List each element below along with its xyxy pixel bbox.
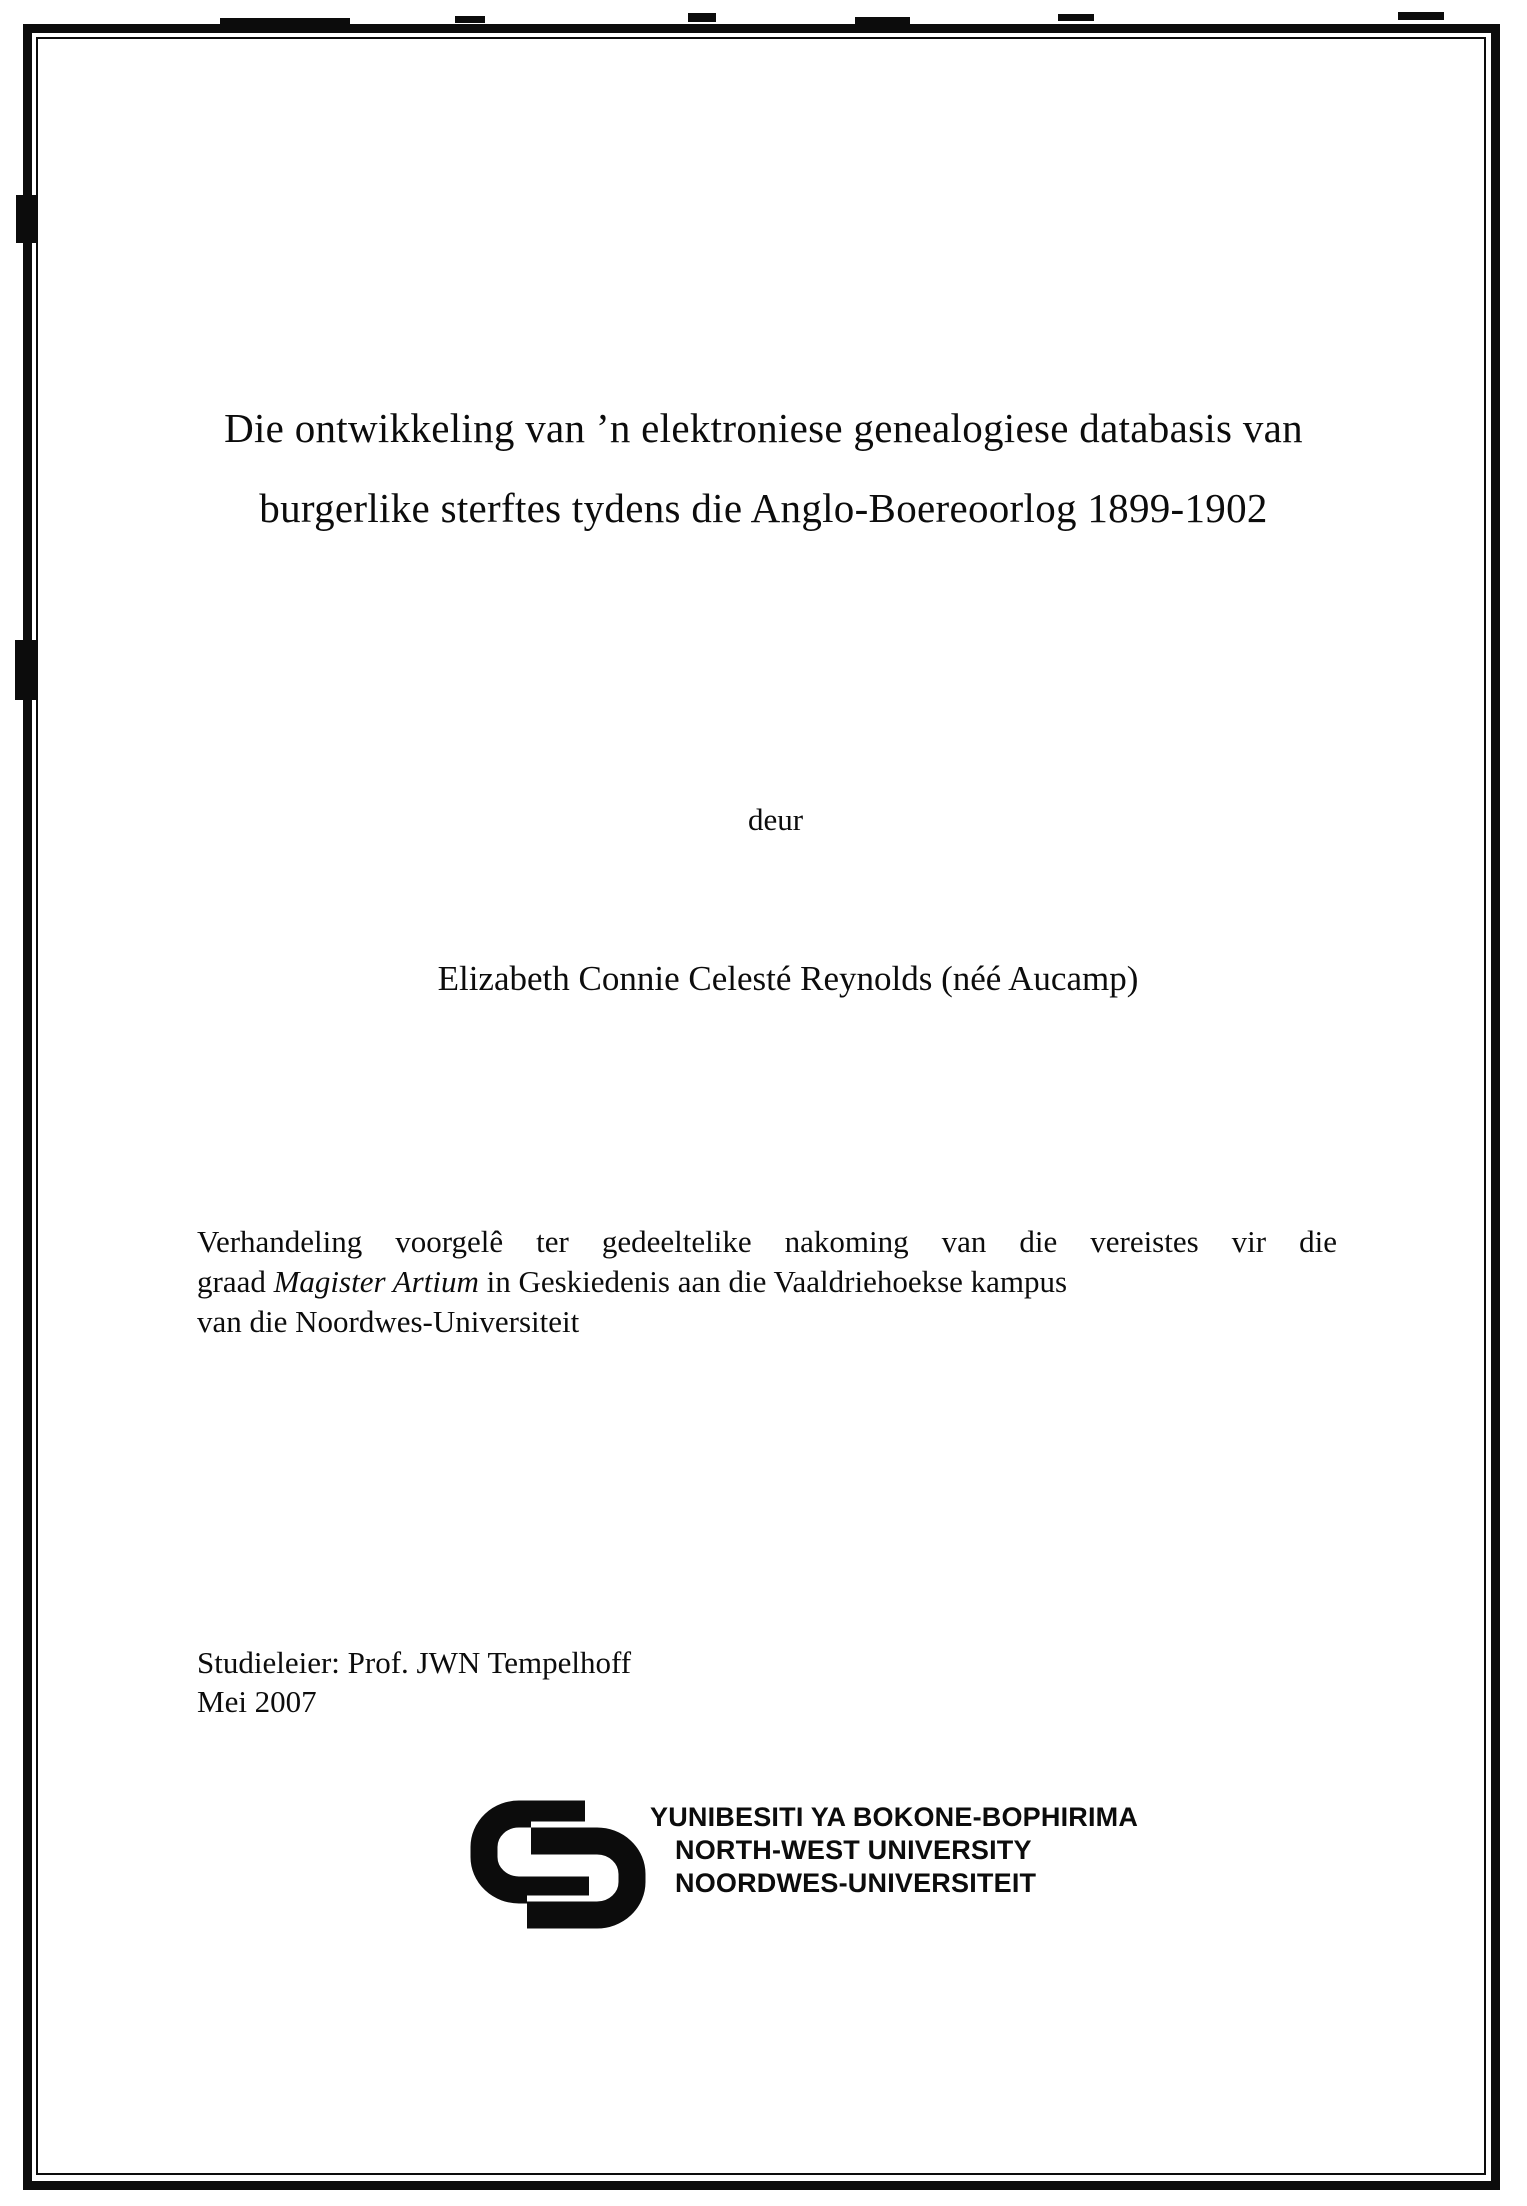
logo-line-afrikaans: NOORDWES-UNIVERSITEIT [675,1868,1037,1898]
logo-wordmark [650,1801,1170,1900]
supervisor-line: Studieleier: Prof. JWN Tempelhoff [197,1645,632,1680]
thesis-statement-line2 [197,1262,1337,1302]
author-name: Elizabeth Connie Celesté Reynolds (néé Aucamp) [437,959,1139,998]
scan-artifact [1398,12,1444,20]
thesis-title-line1: Die ontwikkeling van ’n elektroniese genealogiese databasis van [224,405,1303,451]
scan-artifact [688,13,716,22]
chain-links-icon [467,1797,649,1932]
logo-line-setswana: YUNIBESITI YA BOKONE-BOPHIRIMA [650,1802,1139,1832]
logo-line-english: NORTH-WEST UNIVERSITY [675,1835,1032,1865]
degree-name: Magister Artium [273,1264,479,1299]
thesis-statement-line3: van die Noordwes-Universiteit [197,1304,580,1339]
thesis-statement [197,1222,1337,1342]
scan-artifact [855,17,910,24]
thesis-statement-line2-post: in Geskiedenis aan die Vaaldriehoekse kampus [478,1264,1068,1299]
thesis-statement-line2-pre: graad [197,1264,274,1299]
scan-artifact [455,16,485,23]
date-line: Mei 2007 [197,1684,317,1719]
thesis-title [60,388,1467,548]
byline: deur [747,802,804,837]
thesis-title-line2: burgerlike sterftes tydens die Anglo-Boereoorlog 1899-1902 [259,485,1268,531]
thesis-statement-line1: Verhandeling voorgelê ter gedeeltelike nakoming van die vereistes vir die [197,1224,1337,1259]
scan-artifact [1058,14,1094,21]
supervisor-block [197,1643,1097,1721]
